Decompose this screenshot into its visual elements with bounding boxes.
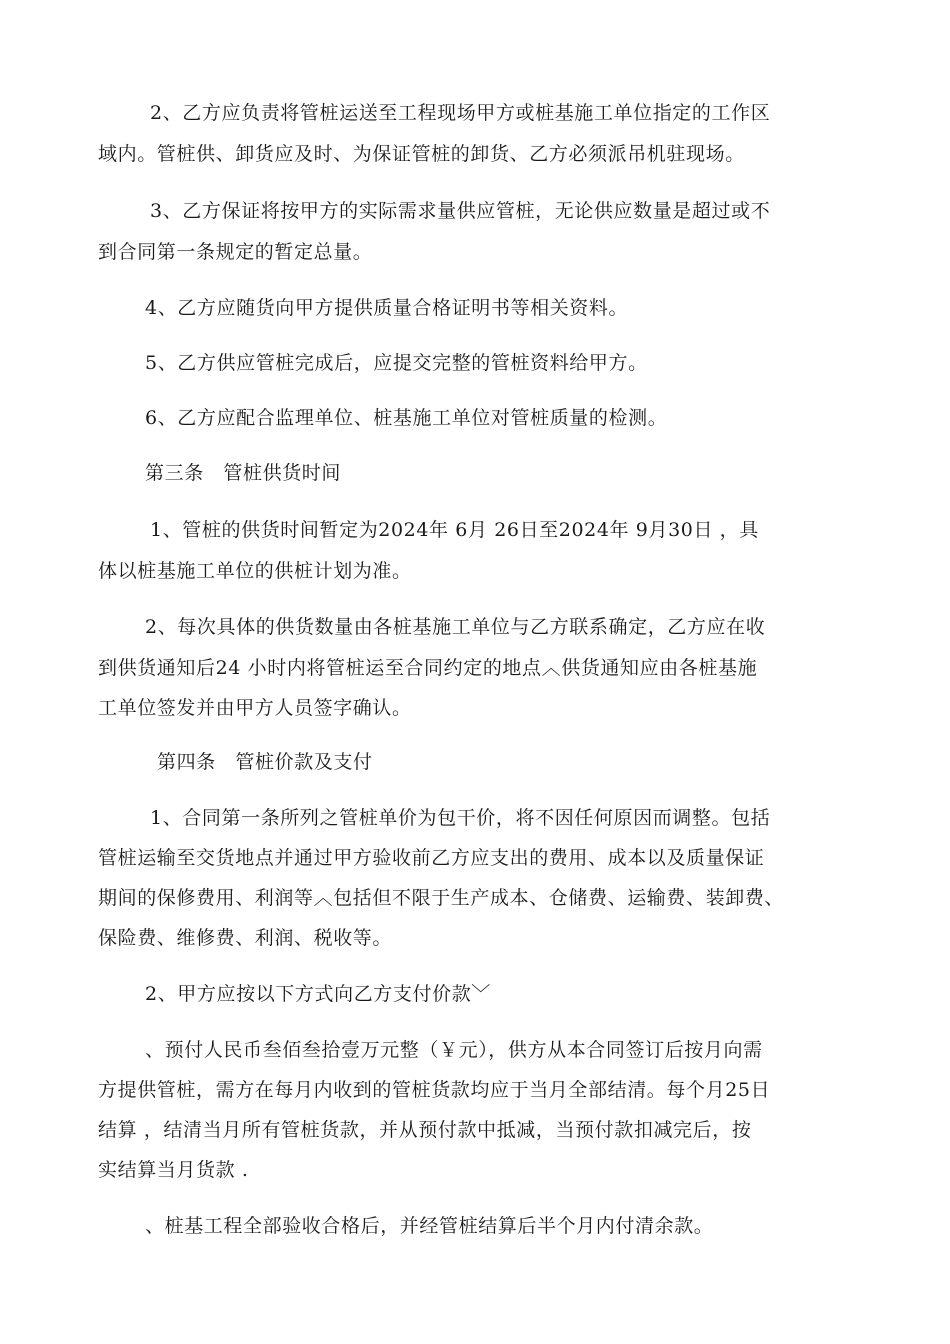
clause-3-line-1: 3、乙方保证将按甲方的实际需求量供应管桩，无论供应数量是超过或不 [150,200,771,222]
clause-3-line-2: 到合同第一条规定的暂定总量。 [98,241,373,263]
article-4-clause-1-line-3: 期间的保修费用、利润等︿包括但不限于生产成本、仓储费、运输费、装卸费、 [98,887,785,909]
payment-item-1-line-1: 、预付人民币叁佰叁拾壹万元整（￥元），供方从本合同签订后按月向需 [145,1039,763,1061]
clause-2-line-1: 2、乙方应负责将管桩运送至工程现场甲方或桩基施工单位指定的工作区 [150,102,771,124]
clause-5-line: 5、乙方供应管桩完成后，应提交完整的管桩资料给甲方。 [145,352,648,374]
payment-item-1-line-4: 实结算当月货款 . [98,1159,249,1181]
article-4-clause-2-line: 2、甲方应按以下方式向乙方支付价款﹀ [145,983,491,1005]
payment-item-2-line: 、桩基工程全部验收合格后，并经管桩结算后半个月内付清余款。 [145,1215,714,1237]
article-3-clause-1-line-2: 体以桩基施工单位的供桩计划为准。 [98,560,412,582]
article-4-clause-1-line-2: 管桩运输至交货地点并通过甲方验收前乙方应支出的费用、成本以及质量保证 [98,847,765,869]
article-4-heading: 第四条 管桩价款及支付 [157,751,373,773]
payment-item-1-line-3: 结算 ，结清当月所有管桩货款，并从预付款中抵减，当预付款扣减完后，按 [98,1119,752,1141]
clause-2-line-2: 域内。管桩供、卸货应及时、为保证管桩的卸货、乙方必须派吊机驻现场。 [98,143,745,165]
article-4-clause-1-line-4: 保险费、维修费、利润、税收等。 [98,927,393,949]
clause-4-line: 4、乙方应随货向甲方提供质量合格证明书等相关资料。 [145,297,629,319]
clause-6-line: 6、乙方应配合监理单位、桩基施工单位对管桩质量的检测。 [145,407,668,429]
article-3-heading: 第三条 管桩供货时间 [145,462,342,484]
article-3-clause-2-line-3: 工单位签发并由甲方人员签字确认。 [98,697,412,719]
article-3-clause-2-line-2: 到供货通知后24 小时内将管桩运至合同约定的地点︿供货通知应由各桩基施 [98,657,758,679]
article-4-clause-1-line-1: 1、合同第一条所列之管桩单价为包干价，将不因任何原因而调整。包括 [150,807,771,829]
article-3-clause-1-line-1: 1、管桩的供货时间暂定为2024年 6月 26日至2024年 9月30日 ，具 [150,519,759,541]
article-3-clause-2-line-1: 2、每次具体的供货数量由各桩基施工单位与乙方联系确定，乙方应在收 [145,616,766,638]
payment-item-1-line-2: 方提供管桩，需方在每月内收到的管桩货款均应于当月全部结清。每个月25日 [98,1079,771,1101]
